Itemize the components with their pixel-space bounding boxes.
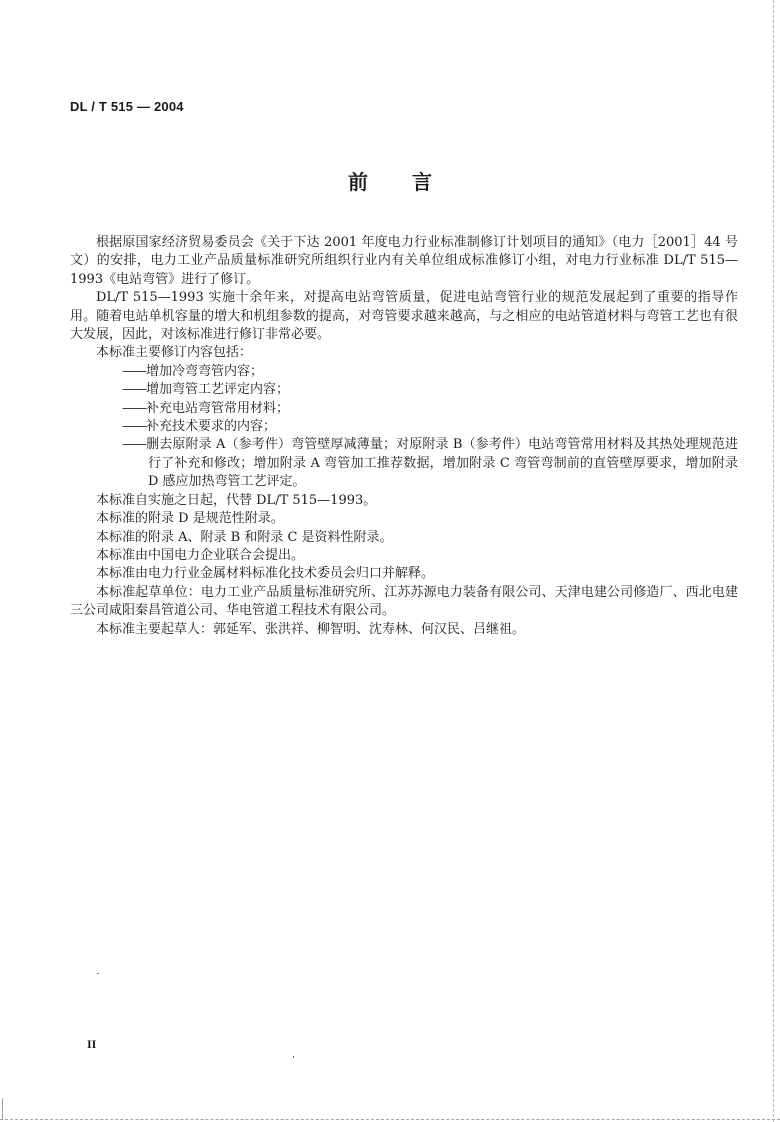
dash-bullet: ——: [122, 400, 146, 416]
statement-responsible-committee: 本标准由电力行业金属材料标准化技术委员会归口并解释。: [96, 566, 435, 582]
dash-bullet: ——: [122, 437, 146, 453]
scan-edge-right: [773, 0, 774, 1122]
standard-code-header: DL / T 515 — 2004: [70, 99, 184, 114]
dash-bullet: ——: [122, 419, 146, 435]
revision-item: [96, 400, 738, 418]
paragraph-background: 根据原国家经济贸易委员会《关于下达 2001 年度电力行业标准制修订计划项目的通知》（电力［2001］44 号文）的安排，电力工业产品质量标准研究所组织行业内有关单位组成标准修订小组，对电力行业标准 DL/T 515—1993《电站弯管》进行了修订。: [70, 235, 738, 287]
scan-edge-bottom: [0, 1119, 780, 1120]
statement-replaces: 本标准自实施之日起，代替 DL/T 515—1993。: [96, 492, 377, 508]
statement-drafters: 本标准主要起草人：郭延军、张洪祥、柳智明、沈寿林、何汉民、吕继祖。: [96, 621, 526, 637]
revision-item: [96, 381, 738, 399]
statement-normative-annex: 本标准的附录 D 是规范性附录。: [96, 511, 284, 527]
scan-edge-left: [2, 1098, 3, 1120]
revision-item: [96, 418, 738, 436]
statement-drafting-units: 本标准起草单位：电力工业产品质量标准研究所、江苏苏源电力装备有限公司、天津电建公司修造厂、西北电建三公司咸阳秦昌管道公司、华电管道工程技术有限公司。: [70, 584, 738, 619]
revision-item: [96, 436, 738, 491]
statement-informative-annexes: 本标准的附录 A、附录 B 和附录 C 是资料性附录。: [96, 529, 393, 545]
statement-proposer: 本标准由中国电力企业联合会提出。: [96, 547, 305, 563]
revision-item: [96, 363, 738, 381]
page-number: II: [87, 1037, 97, 1051]
dash-bullet: ——: [122, 363, 146, 379]
revision-text: 删去原附录 A（参考件）弯管壁厚减薄量；对原附录 B（参考件）电站弯管常用材料及其热处理规范进行了补充和修改；增加附录 A 弯管加工推荐数据，增加附录 C 弯管弯制前的直管壁厚要求，增加附录 D 感应加热弯管工艺评定。: [146, 437, 738, 490]
revision-text: 增加弯管工艺评定内容；: [146, 382, 290, 398]
revision-text: 增加冷弯弯管内容；: [146, 363, 264, 379]
page-title: 前言: [348, 170, 476, 194]
dash-bullet: ——: [122, 382, 146, 398]
revision-text: 补充技术要求的内容；: [146, 419, 277, 435]
scan-speck: [293, 1056, 294, 1058]
scan-speck: [97, 973, 99, 974]
foreword-body: [70, 234, 738, 639]
revisions-intro: 本标准主要修订内容包括：: [96, 345, 253, 361]
revision-text: 补充电站弯管常用材料；: [146, 400, 290, 416]
paragraph-rationale: DL/T 515—1993 实施十余年来，对提高电站弯管质量，促进电站弯管行业的规范发展起到了重要的指导作用。随着电站单机容量的增大和机组参数的提高，对弯管要求越来越高，与之相应的电站管道材料与弯管工艺也有很大发展，因此，对该标准进行修订非常必要。: [70, 290, 738, 343]
